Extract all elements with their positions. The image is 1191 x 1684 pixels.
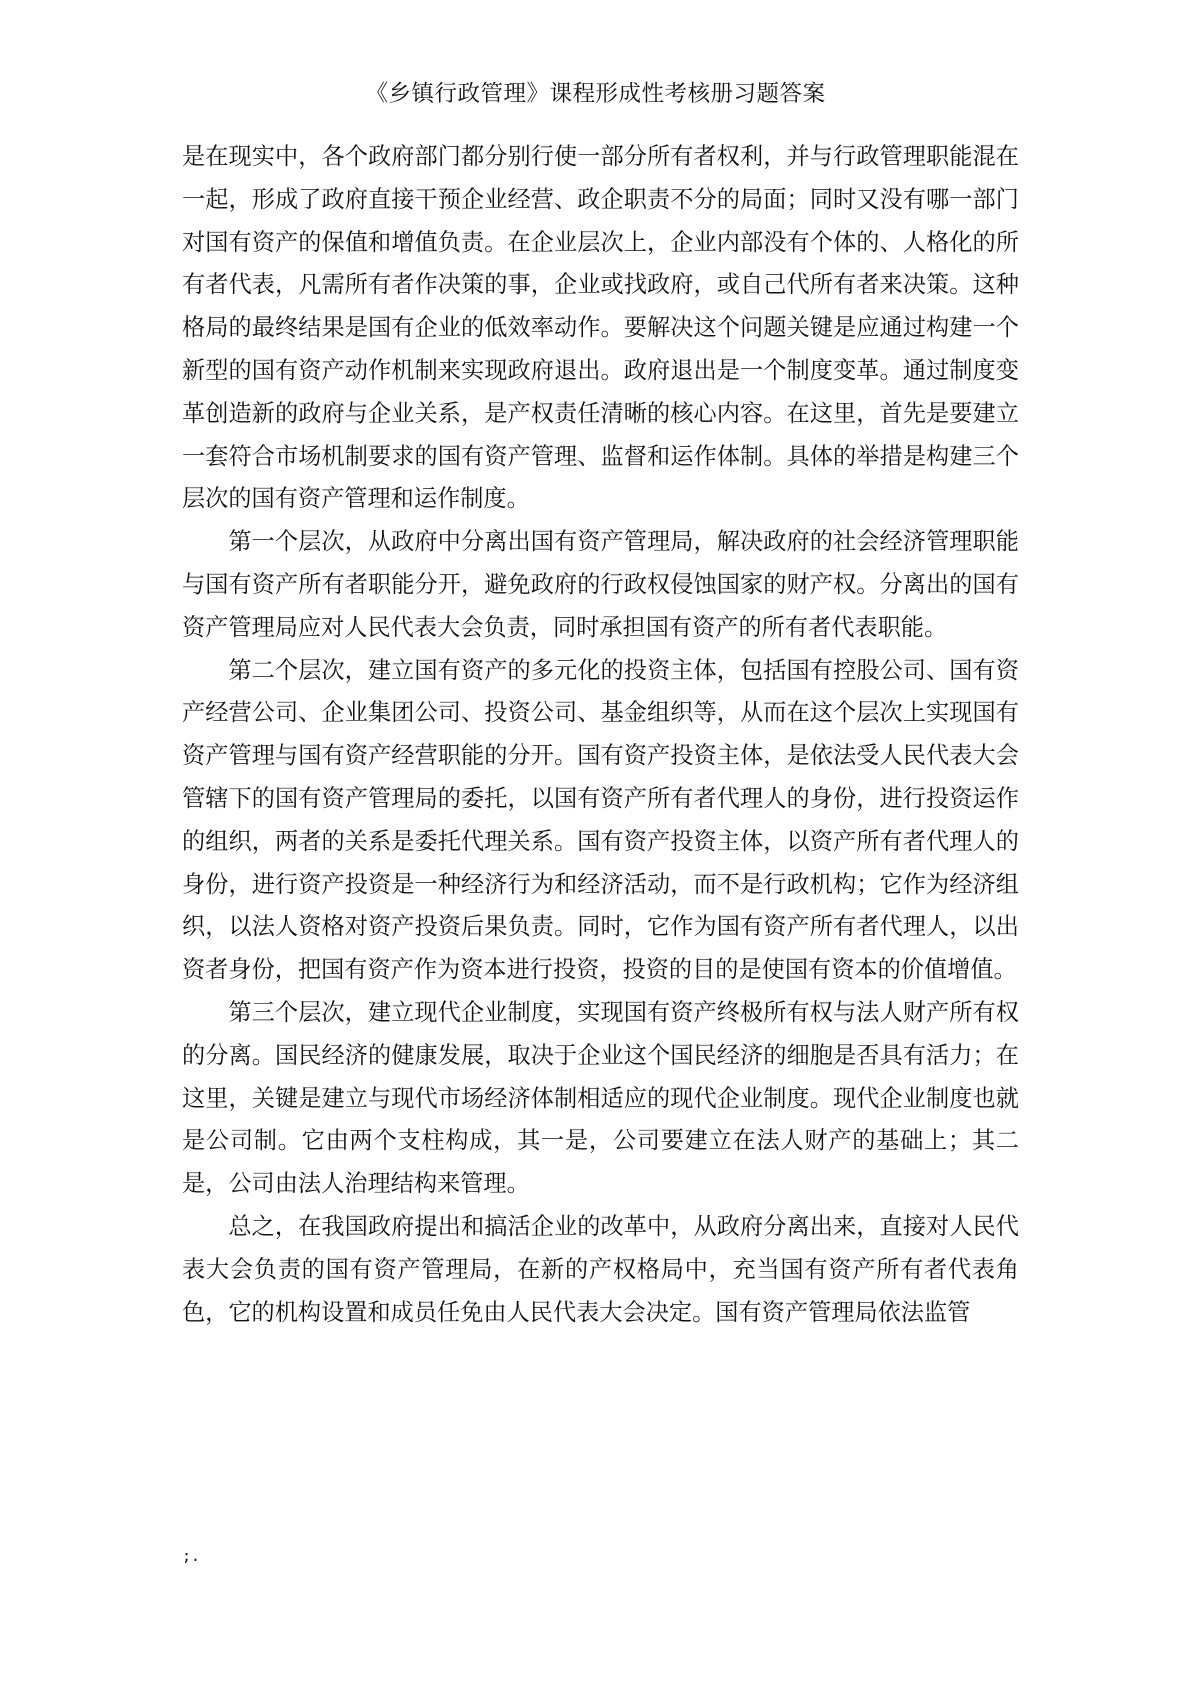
footer-mark: ;. — [182, 1547, 201, 1565]
paragraph-conclusion: 总之，在我国政府提出和搞活企业的改革中，从政府分离出来，直接对人民代表大会负责的国有资产管理局，在新的产权格局中，充当国有资产所有者代表角色，它的机构设置和成员任免由人民代表大会决定。国有资产管理局依法监管 — [182, 1212, 1019, 1326]
paragraph-third-level: 第三个层次，建立现代企业制度，实现国有资产终极所有权与法人财产所有权的分离。国民经济的健康发展，取决于企业这个国民经济的细胞是否具有活力；在这里，关键是建立与现代市场经济体制相适应的现代企业制度。现代企业制度也就是公司制。它由两个支柱构成，其一是，公司要建立在法人财产的基础上；其二是，公司由法人治理结构来管理。 — [182, 998, 1019, 1198]
paragraph-first-level: 第一个层次，从政府中分离出国有资产管理局，解决政府的社会经济管理职能与国有资产所有者职能分开，避免政府的行政权侵蚀国家的财产权。分离出的国有资产管理局应对人民代表大会负责，同时承担国有资产的所有者代表职能。 — [182, 528, 1019, 641]
page-title: 《乡镇行政管理》课程形成性考核册习题答案 — [365, 81, 826, 107]
paragraph-second-level: 第二个层次，建立国有资产的多元化的投资主体，包括国有控股公司、国有资产经营公司、企业集团公司、投资公司、基金组织等，从而在这个层次上实现国有资产管理与国有资产经营职能的分开。国有资产投资主体，是依法受人民代表大会管辖下的国有资产管理局的委托，以国有资产所有者代理人的身份，进行投资运作的组织，两者的关系是委托代理关系。国有资产投资主体，以资产所有者代理人的身份，进行资产投资是一种经济行为和经济活动，而不是行政机构；它作为经济组织，以法人资格对资产投资后果负责。同时，它作为国有资产所有者代理人，以出资者身份，把国有资产作为资本进行投资，投资的目的是使国有资本的价值增值。 — [182, 656, 1019, 984]
paragraph-continuation: 是在现实中，各个政府部门都分别行使一部分所有者权利，并与行政管理职能混在一起，形成了政府直接干预企业经营、政企职责不分的局面；同时又没有哪一部门对国有资产的保值和增值负责。在企业层次上，企业内部没有个体的、人格化的所有者代表，凡需所有者作决策的事，企业或找政府，或自己代所有者来决策。这种格局的最终结果是国有企业的低效率动作。要解决这个问题关键是应通过构建一个新型的国有资产动作机制来实现政府退出。政府退出是一个制度变革。通过制度变革创造新的政府与企业关系，是产权责任清晰的核心内容。在这里，首先是要建立一套符合市场机制要求的国有资产管理、监督和运作体制。具体的举措是构建三个层次的国有资产管理和运作制度。 — [182, 143, 1019, 513]
document-body — [182, 136, 1019, 1334]
